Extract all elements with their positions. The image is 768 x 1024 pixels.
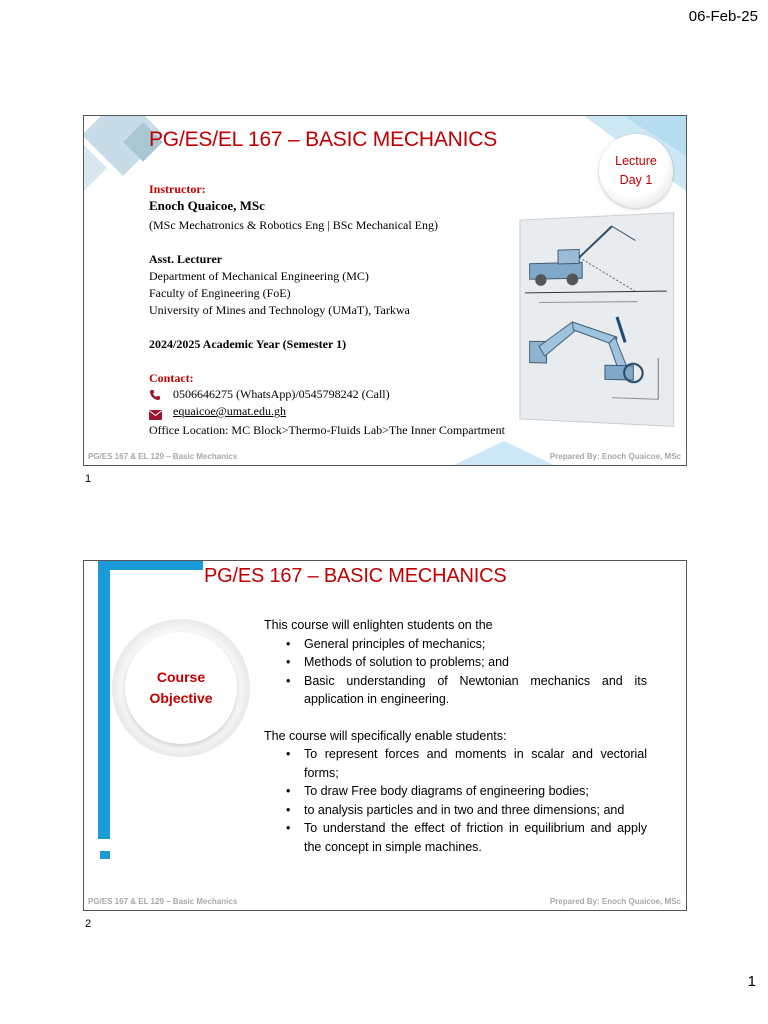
department-text: Department of Mechanical Engineering (MC) bbox=[149, 269, 369, 283]
slide-number: 1 bbox=[85, 473, 92, 485]
course-objective-badge bbox=[125, 632, 237, 744]
instructor-name: Enoch Quaicoe, MSc bbox=[149, 198, 265, 213]
objective-line-1: Course bbox=[156, 669, 206, 685]
intro-text: This course will enlighten students on the bbox=[264, 618, 493, 632]
list-item: • Methods of solution to problems; and bbox=[304, 653, 647, 672]
list-item: • To understand the effect of friction in equilibrium and apply the concept in simple machines. bbox=[304, 819, 647, 856]
lecture-day-badge bbox=[599, 134, 673, 208]
academic-year: 2024/2025 Academic Year (Semester 1) bbox=[149, 337, 347, 351]
objective-line-2: Objective bbox=[149, 690, 213, 706]
footer-author: Prepared By: Enoch Quaicoe, MSc bbox=[549, 452, 681, 461]
slide-title: PG/ES/EL 167 – BASIC MECHANICS bbox=[149, 128, 498, 151]
instructor-qualifications: (MSc Mechatronics & Robotics Eng | BSc Mechanical Eng) bbox=[149, 218, 439, 232]
accent-bar-left bbox=[98, 561, 110, 839]
faculty-text: Faculty of Engineering (FoE) bbox=[149, 286, 291, 300]
list-item: • Basic understanding of Newtonian mechanics and its application in engineering. bbox=[304, 672, 647, 709]
page-number: 1 bbox=[747, 973, 756, 990]
email-link[interactable]: equaicoe@umat.edu.gh bbox=[173, 404, 287, 418]
instructor-label: Instructor: bbox=[149, 182, 206, 196]
slide-title: PG/ES 167 – BASIC MECHANICS bbox=[204, 565, 507, 587]
mechanics-figure bbox=[519, 212, 674, 427]
footer-course: PG/ES 167 & EL 129 – Basic Mechanics bbox=[88, 897, 238, 906]
course-description bbox=[264, 616, 647, 856]
role-title: Asst. Lecturer bbox=[149, 252, 223, 266]
university-text: University of Mines and Technology (UMaT), Tarkwa bbox=[149, 303, 410, 317]
footer-course: PG/ES 167 & EL 129 – Basic Mechanics bbox=[88, 452, 238, 461]
badge-line-2: Day 1 bbox=[619, 173, 653, 187]
footer-author: Prepared By: Enoch Quaicoe, MSc bbox=[549, 897, 681, 906]
accent-bar-top bbox=[98, 561, 203, 570]
phone-icon bbox=[149, 388, 161, 406]
list-item: • to analysis particles and in two and three dimensions; and bbox=[304, 801, 647, 820]
list-item: • To draw Free body diagrams of engineering bodies; bbox=[304, 782, 647, 801]
list-item: • To represent forces and moments in scalar and vectorial forms; bbox=[304, 745, 647, 782]
decorative-triangle-bottom bbox=[454, 441, 554, 465]
accent-square bbox=[100, 851, 110, 859]
slide-number: 2 bbox=[85, 918, 92, 930]
list-item: • General principles of mechanics; bbox=[304, 635, 647, 654]
bullet-list-1 bbox=[264, 635, 647, 709]
handout-date: 06-Feb-25 bbox=[688, 8, 758, 25]
truck-and-arm-diagram bbox=[520, 213, 673, 426]
phone-numbers: 0506646275 (WhatsApp)/0545798242 (Call) bbox=[173, 387, 390, 401]
slide-1 bbox=[83, 115, 687, 466]
intro-text-2: The course will specifically enable students: bbox=[264, 728, 507, 743]
office-location: Office Location: MC Block>Thermo-Fluids Lab>The Inner Compartment bbox=[149, 423, 505, 437]
slide-2 bbox=[83, 560, 687, 911]
bullet-list-2 bbox=[264, 745, 647, 856]
badge-line-1: Lecture bbox=[615, 154, 657, 168]
contact-label: Contact: bbox=[149, 371, 194, 385]
